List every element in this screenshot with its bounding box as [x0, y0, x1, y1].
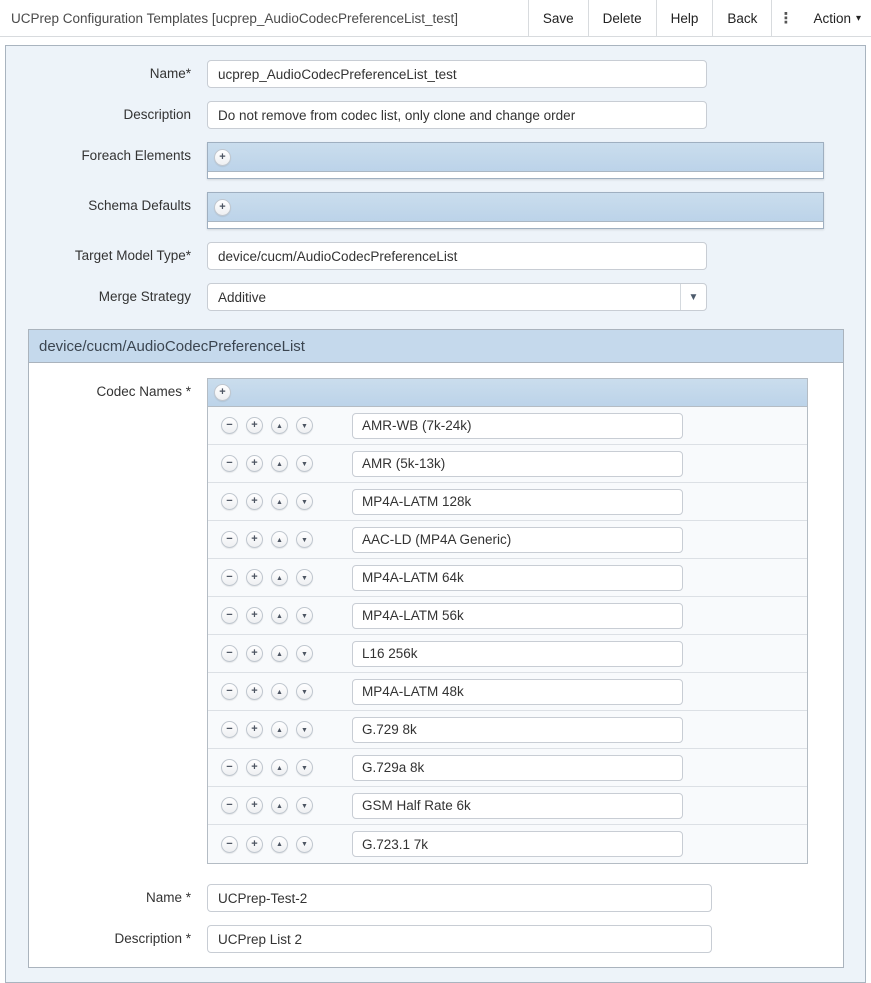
section-name-input[interactable]	[207, 884, 712, 912]
move-down-button[interactable]	[296, 645, 313, 662]
move-up-button[interactable]	[271, 531, 288, 548]
name-field-row	[6, 60, 865, 88]
add-item-button[interactable]	[246, 683, 263, 700]
triangle-up-icon: ▲	[276, 841, 283, 848]
remove-item-button[interactable]	[221, 645, 238, 662]
triangle-up-icon: ▲	[276, 574, 283, 582]
move-down-button[interactable]	[296, 721, 313, 738]
schema-defaults-empty-area	[208, 221, 823, 228]
triangle-down-icon: ▼	[301, 422, 308, 430]
add-item-button[interactable]	[246, 569, 263, 586]
add-item-button[interactable]	[246, 607, 263, 624]
merge-strategy-select[interactable]	[207, 283, 707, 311]
plus-icon: +	[251, 761, 258, 773]
description-label: Description	[123, 107, 191, 122]
triangle-down-icon: ▼	[301, 460, 308, 468]
codec-name-input[interactable]	[352, 451, 683, 477]
save-button[interactable]: Save	[528, 0, 588, 36]
codec-list	[208, 407, 807, 863]
minus-icon: −	[226, 799, 233, 811]
foreach-elements-label: Foreach Elements	[81, 148, 191, 163]
codec-names-label: Codec Names *	[96, 384, 191, 399]
codec-row	[208, 407, 807, 445]
add-item-button[interactable]	[214, 149, 231, 166]
section-name-row	[29, 884, 843, 912]
triangle-down-icon: ▼	[301, 612, 308, 620]
toolbar	[0, 0, 871, 37]
minus-icon: −	[226, 647, 233, 659]
triangle-down-icon: ▼	[301, 764, 308, 772]
add-item-button[interactable]	[214, 199, 231, 216]
plus-icon: +	[251, 685, 258, 697]
chevron-down-icon: ▾	[855, 13, 861, 24]
model-section-body	[29, 363, 843, 967]
codec-row	[208, 635, 807, 673]
triangle-down-icon: ▼	[301, 498, 308, 506]
add-item-button[interactable]	[246, 645, 263, 662]
schema-defaults-label: Schema Defaults	[88, 198, 191, 213]
codec-name-input[interactable]	[352, 641, 683, 667]
delete-button[interactable]: Delete	[588, 0, 656, 36]
add-item-button[interactable]	[214, 384, 231, 401]
codec-row	[208, 673, 807, 711]
move-down-button[interactable]	[296, 759, 313, 776]
schema-defaults-header	[208, 193, 823, 221]
triangle-down-icon: ▼	[301, 688, 308, 696]
minus-icon: −	[226, 419, 233, 431]
triangle-down-icon: ▼	[301, 841, 308, 848]
plus-icon: +	[251, 723, 258, 735]
action-menu-label: Action	[813, 10, 851, 26]
plus-icon: +	[251, 647, 258, 659]
triangle-up-icon: ▲	[276, 612, 283, 620]
description-input[interactable]	[207, 101, 707, 129]
triangle-down-icon: ▼	[301, 536, 308, 544]
move-down-button[interactable]	[296, 683, 313, 700]
form-panel	[5, 45, 866, 983]
minus-icon: −	[226, 533, 233, 545]
triangle-up-icon: ▲	[276, 536, 283, 544]
add-item-button[interactable]	[246, 417, 263, 434]
move-up-button[interactable]	[271, 836, 288, 853]
move-up-button[interactable]	[271, 455, 288, 472]
codec-row	[208, 749, 807, 787]
plus-icon: +	[251, 799, 258, 811]
triangle-up-icon: ▲	[276, 422, 283, 430]
add-item-button[interactable]	[246, 455, 263, 472]
target-model-type-input[interactable]	[207, 242, 707, 270]
plus-icon: +	[251, 609, 258, 621]
plus-icon: +	[251, 837, 258, 850]
triangle-down-icon: ▼	[301, 650, 308, 658]
toolbar-actions	[528, 0, 871, 36]
remove-item-button[interactable]	[221, 569, 238, 586]
codec-row	[208, 711, 807, 749]
plus-icon: +	[219, 386, 226, 398]
codec-name-input[interactable]	[352, 679, 683, 705]
codec-name-input[interactable]	[352, 755, 683, 781]
plus-icon: +	[251, 419, 258, 431]
move-up-button[interactable]	[271, 493, 288, 510]
move-up-button[interactable]	[271, 417, 288, 434]
codec-row	[208, 483, 807, 521]
section-description-label: Description *	[114, 931, 191, 946]
add-item-button[interactable]	[246, 836, 263, 853]
description-field-row	[6, 101, 865, 129]
move-down-button[interactable]	[296, 607, 313, 624]
triangle-down-icon: ▼	[301, 726, 308, 734]
codec-row	[208, 787, 807, 825]
remove-item-button[interactable]	[221, 836, 238, 853]
remove-item-button[interactable]	[221, 721, 238, 738]
plus-icon: +	[251, 457, 258, 469]
minus-icon: −	[226, 837, 233, 850]
remove-item-button[interactable]	[221, 417, 238, 434]
plus-icon: +	[251, 571, 258, 583]
minus-icon: −	[226, 495, 233, 507]
triangle-up-icon: ▲	[276, 498, 283, 506]
remove-item-button[interactable]	[221, 759, 238, 776]
triangle-down-icon: ▼	[301, 802, 308, 810]
merge-strategy-row	[6, 283, 865, 311]
minus-icon: −	[226, 571, 233, 583]
minus-icon: −	[226, 609, 233, 621]
toolbar-overflow-separator	[771, 0, 799, 36]
move-down-button[interactable]	[296, 455, 313, 472]
chevron-down-icon: ▼	[680, 284, 706, 310]
minus-icon: −	[226, 457, 233, 469]
add-item-button[interactable]	[246, 797, 263, 814]
triangle-up-icon: ▲	[276, 688, 283, 696]
codec-row	[208, 825, 807, 863]
codec-name-input[interactable]	[352, 489, 683, 515]
toolbar-button-group	[528, 0, 772, 36]
triangle-up-icon: ▲	[276, 460, 283, 468]
codec-names-row	[29, 378, 843, 864]
triangle-down-icon: ▼	[301, 574, 308, 582]
foreach-elements-row	[6, 142, 865, 179]
target-model-type-row	[6, 242, 865, 270]
page-title: UCPrep Configuration Templates [ucprep_AudioCodecPreferenceList_test]	[11, 10, 459, 26]
remove-item-button[interactable]	[221, 455, 238, 472]
move-up-button[interactable]	[271, 607, 288, 624]
section-description-row	[29, 925, 843, 953]
remove-item-button[interactable]	[221, 797, 238, 814]
schema-defaults-row	[6, 192, 865, 229]
move-down-button[interactable]	[296, 531, 313, 548]
triangle-up-icon: ▲	[276, 650, 283, 658]
plus-icon: +	[219, 150, 226, 163]
codec-name-input[interactable]	[352, 527, 683, 553]
codec-row	[208, 559, 807, 597]
codec-row	[208, 597, 807, 635]
triangle-up-icon: ▲	[276, 726, 283, 734]
codec-name-input[interactable]	[352, 717, 683, 743]
codec-name-input[interactable]	[352, 565, 683, 591]
move-up-button[interactable]	[271, 683, 288, 700]
section-name-label: Name *	[145, 890, 191, 905]
foreach-elements-list	[207, 142, 824, 179]
add-item-button[interactable]	[246, 531, 263, 548]
minus-icon: −	[226, 723, 233, 735]
remove-item-button[interactable]	[221, 607, 238, 624]
plus-icon: +	[251, 533, 258, 545]
move-down-button[interactable]	[296, 836, 313, 853]
plus-icon: +	[219, 200, 226, 213]
add-item-button[interactable]	[246, 759, 263, 776]
codec-names-header	[208, 379, 807, 407]
action-menu-button[interactable]	[799, 0, 871, 36]
name-input[interactable]	[207, 60, 707, 88]
add-item-button[interactable]	[246, 721, 263, 738]
model-section-title: device/cucm/AudioCodecPreferenceList	[29, 330, 843, 363]
codec-name-input[interactable]	[352, 793, 683, 819]
plus-icon: +	[251, 495, 258, 507]
triangle-up-icon: ▲	[276, 764, 283, 772]
minus-icon: −	[226, 761, 233, 773]
codec-name-input[interactable]	[352, 413, 683, 439]
move-up-button[interactable]	[271, 721, 288, 738]
schema-defaults-list	[207, 192, 824, 229]
minus-icon: −	[226, 685, 233, 697]
foreach-elements-empty-area	[208, 171, 823, 178]
codec-name-input[interactable]	[352, 603, 683, 629]
move-down-button[interactable]	[296, 493, 313, 510]
help-button[interactable]: Help	[656, 0, 713, 36]
foreach-elements-header	[208, 143, 823, 171]
codec-row	[208, 445, 807, 483]
move-down-button[interactable]	[296, 569, 313, 586]
codec-row	[208, 521, 807, 559]
section-description-input[interactable]	[207, 925, 712, 953]
remove-item-button[interactable]	[221, 683, 238, 700]
target-model-type-label: Target Model Type*	[74, 248, 191, 263]
codec-names-list	[207, 378, 808, 864]
move-down-button[interactable]	[296, 797, 313, 814]
move-up-button[interactable]	[271, 759, 288, 776]
add-item-button[interactable]	[246, 493, 263, 510]
remove-item-button[interactable]	[221, 531, 238, 548]
remove-item-button[interactable]	[221, 493, 238, 510]
model-section	[28, 329, 844, 968]
back-button[interactable]: Back	[712, 0, 771, 36]
merge-strategy-value: Additive	[218, 289, 267, 305]
name-label: Name*	[149, 66, 191, 81]
triangle-up-icon: ▲	[276, 802, 283, 810]
move-up-button[interactable]	[271, 569, 288, 586]
move-down-button[interactable]	[296, 417, 313, 434]
move-up-button[interactable]	[271, 797, 288, 814]
codec-name-input[interactable]	[352, 831, 683, 857]
move-up-button[interactable]	[271, 645, 288, 662]
merge-strategy-label: Merge Strategy	[98, 289, 191, 304]
vertical-dots-icon: ⋮	[778, 9, 794, 27]
